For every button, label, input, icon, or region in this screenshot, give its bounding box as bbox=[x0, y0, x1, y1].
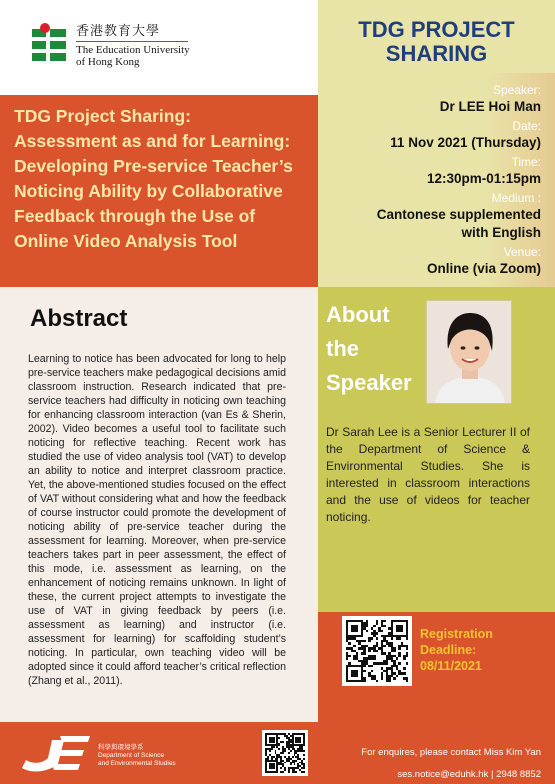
abstract-body: Learning to notice has been advocated for long to help pre-service teachers make pedagogical decisions amid classroom instruction. Research indicated that pre-service teachers had difficulty in noticing own teaching for enhancing classroom interaction (van Es & Sherin, 2002). Video becomes a useful tool to facilitate such noticing for reflective teaching. Recent work has studied the use of video analysis tool (VAT) to develop an ability to notice and interpret classroom practice. Yet, the above-mentioned studies focused on the effect of VAT without considering what and how the feedback of course instructor could promote the development of noticing ability of pre-service teacher during the assessment for learning. Moreover, when pre-service teachers takes part in peer assessment, the effect of this mode, i.e. assessment as learning, on the enhancement of noticing remains unknown. In light of these, the current project attempts to investigate the use of VAT in giving feedback by peers (i.e. assessment as learning) and instructor (i.e. assessment for learning) for scaffolding student’s noticing. In particular, own teaching video will be adopted since it could afford teacher’s critical reflection (Zhang et al., 2011). bbox=[28, 353, 286, 687]
footer-qr-code[interactable] bbox=[262, 730, 308, 776]
medium-value-2: with English bbox=[461, 225, 541, 240]
contact-line-1: For enquires, please contact Miss Kim Yan bbox=[361, 747, 541, 758]
title-line: TDG Project Sharing: bbox=[14, 106, 191, 126]
header-line-1: TDG PROJECT bbox=[358, 17, 515, 42]
title-line: Online Video Analysis Tool bbox=[14, 231, 238, 251]
university-name-english-2: of Hong Kong bbox=[76, 56, 140, 68]
eduhk-logo bbox=[32, 20, 190, 68]
speaker-photo bbox=[426, 300, 512, 404]
poster-header bbox=[318, 18, 555, 66]
registration-qr-code[interactable] bbox=[342, 616, 412, 686]
eduhk-emblem-icon bbox=[32, 23, 68, 65]
medium-label: Medium : bbox=[491, 191, 541, 205]
event-title bbox=[14, 104, 314, 254]
about-line-3: Speaker bbox=[326, 370, 412, 395]
department-name bbox=[98, 744, 176, 768]
speaker-bio: Dr Sarah Lee is a Senior Lecturer II of the Department of Science & Environmental Studies. She is interested in classroom interactions and the use of videos for teacher noticing. bbox=[326, 425, 530, 524]
speaker-value: Dr LEE Hoi Man bbox=[439, 99, 541, 114]
title-line: Assessment as and for Learning: bbox=[14, 131, 291, 151]
university-name-chinese: 香港教育大學 bbox=[76, 23, 161, 38]
date-value: 11 Nov 2021 (Thursday) bbox=[390, 135, 541, 150]
time-value: 12:30pm-01:15pm bbox=[426, 171, 541, 186]
title-line: Noticing Ability by Collaborative bbox=[14, 181, 283, 201]
contact-info bbox=[361, 742, 541, 784]
time-label: Time: bbox=[511, 155, 541, 169]
qr-pattern bbox=[346, 620, 408, 682]
department-emblem-icon bbox=[18, 728, 92, 776]
medium-value-1: Cantonese supplemented bbox=[376, 207, 541, 222]
venue-label: Venue: bbox=[503, 245, 541, 259]
venue-value: Online (via Zoom) bbox=[426, 261, 541, 276]
registration-date: 08/11/2021 bbox=[420, 659, 482, 673]
date-label: Date: bbox=[512, 119, 541, 133]
about-heading bbox=[326, 298, 412, 400]
event-info bbox=[321, 82, 541, 280]
department-name-english-2: and Environmental Studies bbox=[98, 760, 176, 767]
department-logo bbox=[18, 728, 92, 781]
registration-deadline bbox=[420, 626, 493, 674]
about-line-2: the bbox=[326, 336, 359, 361]
title-line: Developing Pre-service Teacher’s bbox=[14, 156, 293, 176]
about-line-1: About bbox=[326, 302, 390, 327]
department-name-english-1: Department of Science bbox=[98, 752, 165, 759]
contact-email-phone[interactable]: ses.notice@eduhk.hk | 2948 8852 bbox=[397, 769, 541, 780]
qr-pattern bbox=[265, 733, 305, 773]
registration-line-1: Registration bbox=[420, 627, 493, 641]
university-name-english-1: The Education University bbox=[76, 44, 190, 56]
speaker-label: Speaker: bbox=[492, 83, 541, 97]
title-line: Feedback through the Use of bbox=[14, 206, 256, 226]
registration-line-2: Deadline: bbox=[420, 643, 477, 657]
abstract-heading: Abstract bbox=[30, 305, 128, 332]
department-name-chinese: 科學與環境學系 bbox=[98, 744, 144, 751]
header-line-2: SHARING bbox=[385, 41, 488, 66]
